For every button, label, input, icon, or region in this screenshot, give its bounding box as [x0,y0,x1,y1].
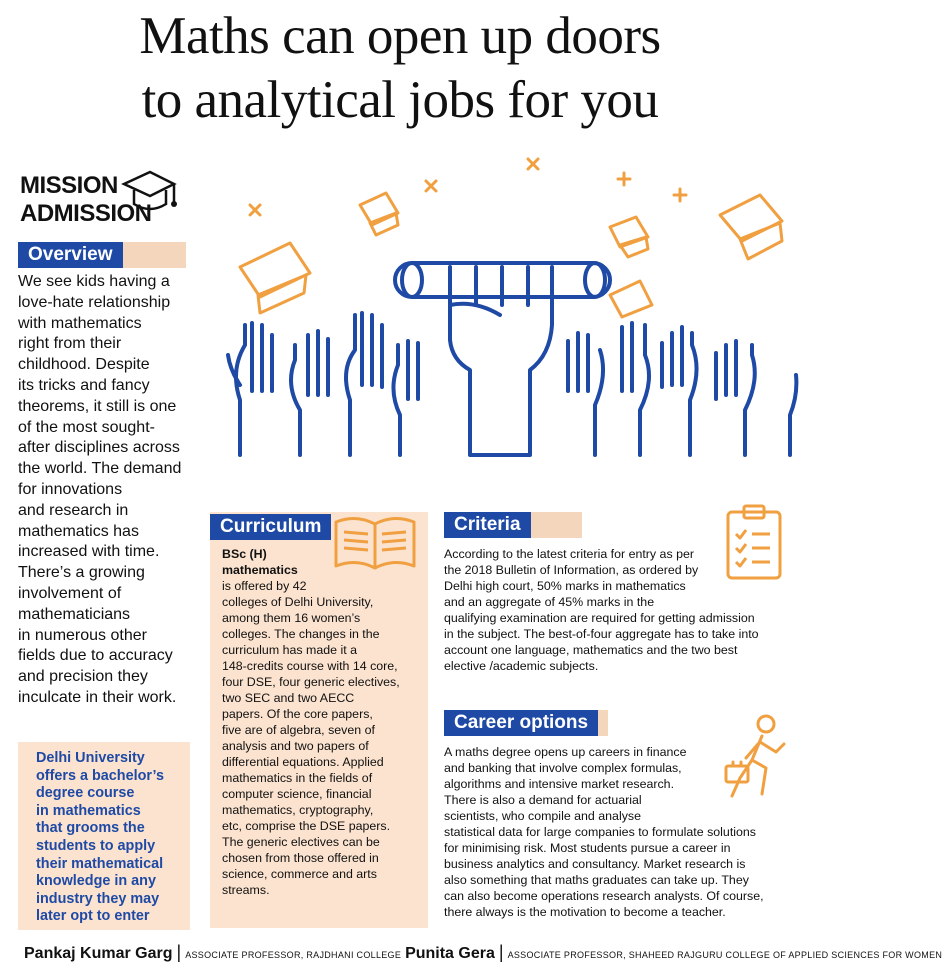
curriculum-line: five are of algebra, seven of [222,723,375,737]
pull-quote-line: later opt to enter [36,908,150,925]
pull-quote-line: students to apply [36,837,156,854]
overview-line: mathematics has [18,522,139,540]
criteria-line: According to the latest criteria for entry as per [444,547,694,561]
author-2-role: ASSOCIATE PROFESSOR, SHAHEED RAJGURU COLLEGE OF APPLIED SCIENCES FOR WOMEN [507,950,942,960]
curriculum-line: mathematics, cryptography, [222,803,374,817]
curriculum-line: differential equations. Applied [222,755,384,769]
curriculum-heading: Curriculum [210,514,331,540]
headline-line-1: Maths can open up doors [139,7,661,65]
criteria-line: account one language, mathematics and the two best [444,643,738,657]
pull-quote-line: offers a bachelor’s [36,767,164,784]
headline-line-2: to analytical jobs for you [141,71,659,129]
career-line: algorithms and intensive market research. [444,777,675,791]
criteria-line: in the subject. The best-of-four aggregate has to take into [444,627,759,641]
byline [24,942,942,963]
curriculum-line: among them 16 women’s [222,611,361,625]
overview-line: childhood. Despite [18,356,150,374]
pull-quote-line: degree course [36,785,135,802]
pull-quote-line: knowledge in any [36,873,156,890]
overview-body [18,272,203,709]
author-2-name: Punita Gera [405,945,495,962]
overview-line: There’s a growing [18,564,145,582]
overview-line: in numerous other [18,626,147,644]
pull-quote-line: industry they may [36,890,160,907]
pull-quote-line: in mathematics [36,802,141,819]
curriculum-line: mathematics in the fields of [222,771,373,785]
curriculum-line: colleges of Delhi University, [222,595,374,609]
pull-quote-line: Delhi University [36,750,145,766]
curriculum-line: colleges. The changes in the [222,627,380,641]
overview-line: involvement of [18,584,122,602]
cap-4 [720,195,782,259]
career-body [444,744,769,920]
curriculum-line: computer science, financial [222,787,372,801]
overview-heading: Overview [18,242,123,268]
career-line: and banking that involve complex formulas, [444,761,682,775]
curriculum-line: four DSE, four generic electives, [222,675,400,689]
overview-line: and precision they [18,668,148,686]
career-line: can also become operations research analysts. Of course, [444,889,764,903]
cap-1 [240,243,310,313]
overview-line: increased with time. [18,543,160,561]
cap-3 [610,217,648,257]
headline [0,4,800,132]
curriculum-line: streams. [222,883,270,897]
overview-line: right from their [18,335,122,353]
career-line: for minimising risk. Most students pursue a career in [444,841,731,855]
overview-line: mathematicians [18,605,131,623]
criteria-line: Delhi high court, 50% marks in mathematics [444,579,686,593]
curriculum-line: science, commerce and arts [222,867,377,881]
criteria-body [444,546,764,674]
author-1-name: Pankaj Kumar Garg [24,945,173,962]
curriculum-line: is offered by 42 [222,579,307,593]
cap-5 [610,281,652,317]
curriculum-line: chosen from those offered in [222,851,379,865]
career-line: scientists, who compile and analyse [444,809,641,823]
career-line: there always is the motivation to become a teacher. [444,905,726,919]
overview-line: fields due to accuracy [18,647,173,665]
curriculum-bold-line: BSc (H) [222,547,267,561]
criteria-line: and an aggregate of 45% marks in the [444,595,655,609]
criteria-line: qualifying examination are required for getting admission [444,611,755,625]
curriculum-bold-line: mathematics [222,563,298,577]
curriculum-line: analysis and two papers of [222,739,369,753]
criteria-line: the 2018 Bulletin of Information, as ordered by [444,563,699,577]
graduation-cap-icon [120,160,178,220]
criteria-heading: Criteria [444,512,531,538]
kicker-line-1: MISSION [20,172,118,199]
pull-quote-text [18,742,190,926]
curriculum-line: two SEC and two AECC [222,691,355,705]
overview-line: its tricks and fancy [18,376,150,394]
career-line: also something that maths graduates can take up. They [444,873,749,887]
byline-separator: | [498,942,504,962]
overview-line: of the most sought- [18,418,155,436]
overview-line: inculcate in their work. [18,688,177,706]
cap-2 [360,193,398,235]
overview-line: and research in [18,501,129,519]
curriculum-line: curriculum has made it a [222,643,357,657]
curriculum-line: 148-credits course with 14 core, [222,659,398,673]
raised-hands-illustration [200,155,800,490]
pull-quote-line: that grooms the [36,820,145,837]
overview-line: the world. The demand [18,460,182,478]
overview-line: with mathematics [18,314,142,332]
criteria-line: elective /academic subjects. [444,659,599,673]
career-line: A maths degree opens up careers in finance [444,745,687,759]
pull-quote-line: their mathematical [36,855,164,872]
career-line: There is also a demand for actuarial [444,793,642,807]
career-heading: Career options [444,710,598,736]
career-line: business analytics and consultancy. Market research is [444,857,746,871]
career-line: statistical data for large companies to formulate solutions [444,825,756,839]
overview-line: theorems, it still is one [18,397,177,415]
author-1-role: ASSOCIATE PROFESSOR, RAJDHANI COLLEGE [185,950,402,960]
curriculum-line: The generic electives can be [222,835,380,849]
pull-quote [18,742,190,930]
curriculum-line: papers. Of the core papers, [222,707,373,721]
byline-separator: | [176,942,182,962]
overview-line: for innovations [18,480,123,498]
curriculum-body [222,546,427,898]
overview-line: love-hate relationship [18,293,171,311]
kicker-line-2: ADMISSION [20,200,152,227]
overview-line: after disciplines across [18,439,180,457]
overview-line: We see kids having a [18,273,170,290]
curriculum-line: etc, comprise the DSE papers. [222,819,391,833]
